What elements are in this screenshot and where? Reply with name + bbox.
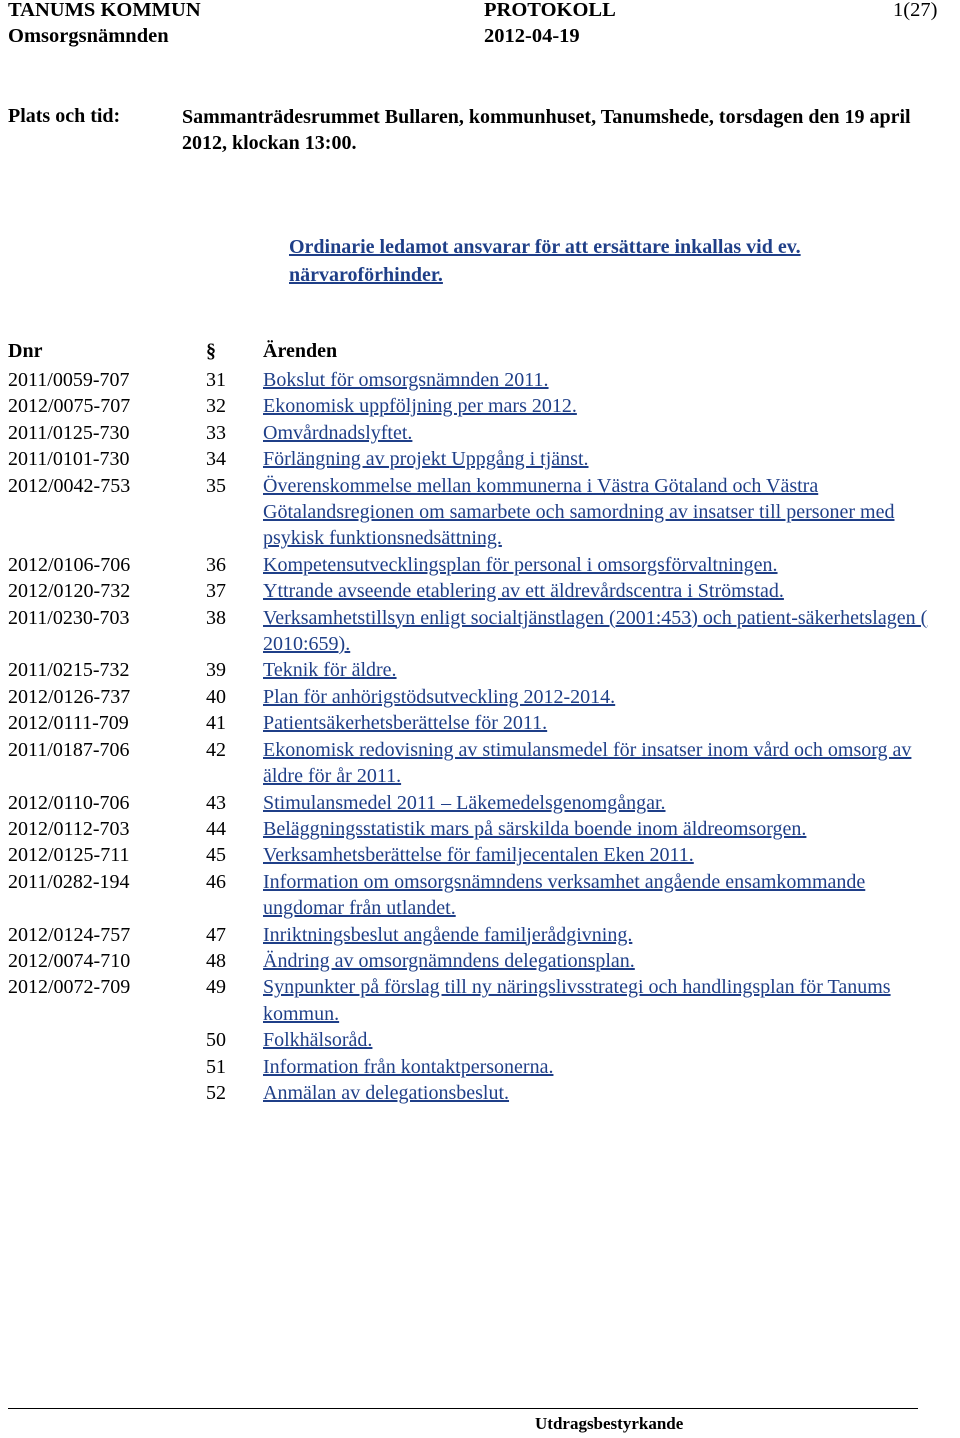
agenda-paragraph-number: 44: [206, 817, 226, 840]
agenda-row: [0, 420, 960, 446]
agenda-dnr: 2011/0282-194: [8, 870, 130, 893]
agenda-item-link[interactable]: Förlängning av projekt Uppgång i tjänst.: [263, 448, 589, 471]
agenda-item-link[interactable]: Inriktningsbeslut angående familjerådgivning.: [263, 923, 633, 946]
agenda-item-link[interactable]: Bokslut för omsorgsnämnden 2011.: [263, 369, 549, 391]
footer-certification-label: Utdragsbestyrkande: [535, 1414, 684, 1433]
agenda-paragraph-number: 42: [206, 738, 226, 761]
agenda-row: [0, 842, 960, 868]
header-committee: Omsorgsnämnden: [8, 25, 169, 47]
header-doc-type: PROTOKOLL: [484, 0, 616, 21]
agenda-dnr: 2011/0059-707: [8, 369, 130, 391]
agenda-row: [0, 393, 960, 419]
agenda-row: [0, 816, 960, 842]
agenda-paragraph-number: 52: [206, 1081, 226, 1104]
agenda-list: [0, 367, 960, 1106]
agenda-dnr: 2012/0072-709: [8, 976, 131, 999]
agenda-paragraph-number: 32: [206, 395, 226, 418]
agenda-row: [0, 974, 960, 1027]
agenda-paragraph-number: 45: [206, 844, 226, 867]
column-header-dnr: Dnr: [8, 340, 43, 362]
agenda-dnr: 2012/0111-709: [8, 712, 129, 735]
agenda-item-link[interactable]: Beläggningsstatistik mars på särskilda boende inom äldreomsorgen.: [263, 817, 807, 840]
agenda-paragraph-number: 37: [206, 580, 226, 603]
agenda-item-link[interactable]: Information om omsorgsnämndens verksamhet angående ensamkommande ungdomar från utlandet.: [263, 870, 866, 920]
agenda-paragraph-number: 33: [206, 421, 226, 444]
agenda-paragraph-number: 31: [206, 369, 226, 391]
agenda-item-link[interactable]: Plan för anhörigstödsutveckling 2012-2014.: [263, 685, 616, 708]
agenda-row: [0, 684, 960, 710]
agenda-item-link[interactable]: Yttrande avseende etablering av ett äldrevårdscentra i Strömstad.: [263, 580, 784, 603]
agenda-row: [0, 1027, 960, 1053]
agenda-item-link[interactable]: Patientsäkerhetsberättelse för 2011.: [263, 712, 548, 735]
agenda-item-link[interactable]: Anmälan av delegationsbeslut.: [263, 1081, 510, 1104]
agenda-item-link[interactable]: Ändring av omsorgnämndens delegationsplan.: [263, 949, 635, 972]
agenda-item-link[interactable]: Verksamhetstillsyn enligt socialtjänstlagen (2001:453) och patient-säkerhetslagen ( 2010:659).: [263, 606, 928, 656]
column-header-matters: Ärenden: [263, 340, 338, 362]
agenda-item-link[interactable]: Omvårdnadslyftet.: [263, 421, 413, 444]
agenda-paragraph-number: 48: [206, 949, 226, 972]
agenda-row: [0, 737, 960, 790]
agenda-paragraph-number: 43: [206, 791, 226, 814]
agenda-dnr: 2011/0215-732: [8, 659, 130, 682]
agenda-row: [0, 1080, 960, 1106]
meeting-label: Plats och tid:: [8, 105, 121, 127]
agenda-paragraph-number: 51: [206, 1055, 226, 1078]
agenda-dnr: 2012/0120-732: [8, 580, 131, 603]
header-page-number: 1(27): [893, 0, 938, 21]
agenda-dnr: 2012/0075-707: [8, 395, 131, 418]
column-header-paragraph: §: [206, 340, 216, 362]
agenda-row: [0, 948, 960, 974]
agenda-row: [0, 657, 960, 683]
agenda-row: [0, 473, 960, 552]
agenda-item-link[interactable]: Kompetensutvecklingsplan för personal i omsorgsförvaltningen.: [263, 553, 778, 576]
agenda-dnr: 2012/0112-703: [8, 817, 130, 840]
agenda-item-link[interactable]: Information från kontaktpersonerna.: [263, 1055, 554, 1078]
agenda-item-link[interactable]: Synpunkter på förslag till ny näringslivsstrategi och handlingsplan för Tanums kommun.: [263, 976, 891, 1025]
agenda-dnr: 2012/0125-711: [8, 844, 130, 867]
agenda-paragraph-number: 46: [206, 870, 226, 893]
agenda-dnr: 2011/0187-706: [8, 738, 130, 761]
footer-divider: [8, 1408, 918, 1409]
agenda-paragraph-number: 49: [206, 976, 226, 999]
agenda-item-link[interactable]: Ekonomisk redovisning av stimulansmedel för insatser inom vård och omsorg av äldre för år 2011.: [263, 738, 912, 788]
agenda-row: [0, 578, 960, 604]
agenda-dnr: 2011/0230-703: [8, 606, 130, 629]
agenda-row: [0, 552, 960, 578]
agenda-row: [0, 1054, 960, 1080]
agenda-dnr: 2012/0042-753: [8, 474, 131, 497]
header-date: 2012-04-19: [484, 25, 580, 47]
agenda-row: [0, 605, 960, 658]
agenda-item-link[interactable]: Folkhälsoråd.: [263, 1029, 373, 1052]
agenda-dnr: 2012/0126-737: [8, 685, 131, 708]
agenda-paragraph-number: 35: [206, 474, 226, 497]
agenda-item-link[interactable]: Teknik för äldre.: [263, 659, 397, 682]
header-org: TANUMS KOMMUN: [8, 0, 201, 21]
agenda-row: [0, 869, 960, 922]
attendance-note-link[interactable]: Ordinarie ledamot ansvarar för att ersättare inkallas vid ev. närvaroförhinder.: [289, 236, 801, 286]
agenda-paragraph-number: 34: [206, 448, 226, 471]
agenda-row: [0, 790, 960, 816]
agenda-row: [0, 710, 960, 736]
agenda-row: [0, 367, 960, 393]
agenda-dnr: 2012/0110-706: [8, 791, 130, 814]
agenda-row: [0, 446, 960, 472]
agenda-dnr: 2011/0125-730: [8, 421, 130, 444]
agenda-dnr: 2012/0106-706: [8, 553, 131, 576]
agenda-dnr: 2012/0124-757: [8, 923, 131, 946]
agenda-paragraph-number: 41: [206, 712, 226, 735]
agenda-item-link[interactable]: Stimulansmedel 2011 – Läkemedelsgenomgångar.: [263, 791, 666, 814]
agenda-dnr: 2011/0101-730: [8, 448, 130, 471]
agenda-item-link[interactable]: Ekonomisk uppföljning per mars 2012.: [263, 395, 577, 418]
agenda-paragraph-number: 47: [206, 923, 226, 946]
agenda-row: [0, 922, 960, 948]
agenda-item-link[interactable]: Överenskommelse mellan kommunerna i Västra Götaland och Västra Götalandsregionen om samarbete och samordning av insatser till personer med psykisk funktionsnedsättning.: [263, 474, 895, 550]
meeting-place-time: Sammanträdesrummet Bullaren, kommunhuset, Tanumshede, torsdagen den 19 april 2012, klockan 13:00.: [182, 106, 911, 154]
agenda-paragraph-number: 39: [206, 659, 226, 682]
agenda-paragraph-number: 36: [206, 553, 226, 576]
agenda-paragraph-number: 50: [206, 1029, 226, 1052]
agenda-paragraph-number: 38: [206, 606, 226, 629]
agenda-item-link[interactable]: Verksamhetsberättelse för familjecentalen Eken 2011.: [263, 844, 694, 867]
agenda-paragraph-number: 40: [206, 685, 226, 708]
agenda-dnr: 2012/0074-710: [8, 949, 131, 972]
